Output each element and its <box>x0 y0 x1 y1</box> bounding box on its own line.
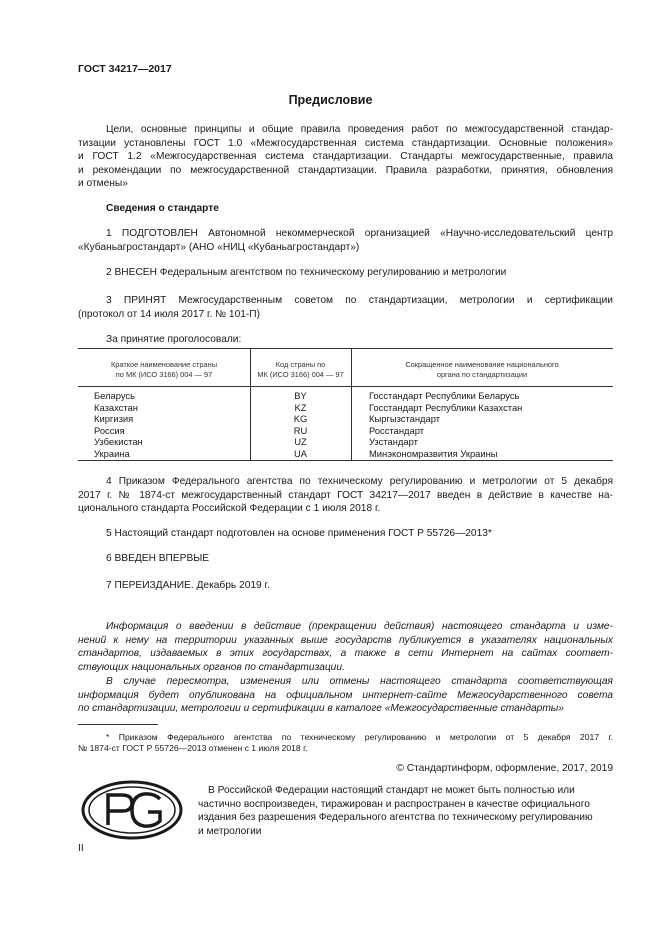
text-line: тизации установлены ГОСТ 1.0 «Межгосударственная система стандартизации. Основные положения» <box>78 137 613 149</box>
table-cell: UZ <box>294 436 307 448</box>
table-cell: Россия <box>94 424 125 436</box>
table-column-bodies <box>369 390 522 460</box>
text-line: Информация о введении в действие (прекращении действия) настоящего стандарта и изме- <box>106 621 613 632</box>
text-line: и ГОСТ 1.2 «Межгосударственная система стандартизации. Стандарты межгосударственные, правила <box>78 151 613 162</box>
table-header-body: Сокращенное наименование национального органа по стандартизации <box>405 360 559 379</box>
table-cell: Беларусь <box>94 390 136 401</box>
footnote-rule <box>78 724 158 725</box>
table-bottom-rule <box>78 460 613 461</box>
info-paragraph-2 <box>78 675 613 716</box>
text-line: (протокол от 14 июля 2017 г. № 101-П) <box>78 308 261 320</box>
intro-paragraph <box>78 123 613 191</box>
item-1 <box>78 227 613 254</box>
table-cell: RU <box>293 424 308 436</box>
table-cell: Росстандарт <box>369 424 424 436</box>
text-line: В случае пересмотра, изменения или отмены настоящего стандарта соответствующая <box>106 676 613 687</box>
item-2: 2 ВНЕСЕН Федеральным агентством по техническому регулированию и метрологии <box>106 267 507 278</box>
table-cell: Киргизия <box>94 413 134 425</box>
table-cell: KG <box>293 413 308 425</box>
text-line: частично воспроизведен, тиражирован и распространен в качестве официального <box>198 798 590 810</box>
page-title: Предисловие <box>288 93 373 107</box>
text-line: ционального стандарта Российской Федерации с 1 июля 2018 г. <box>78 503 381 514</box>
item-4 <box>78 475 613 516</box>
text-line: 1 ПОДГОТОВЛЕН Автономной некоммерческой организацией «Научно-исследовательский центр <box>106 228 613 239</box>
table-column-countries <box>94 390 143 460</box>
text-line: издания без разрешения Федерального агентства по техническому регулированию <box>198 812 593 823</box>
text-line: 3 ПРИНЯТ Межгосударственным советом по стандартизации, метрологии и сертификации <box>106 295 613 306</box>
table-cell: Узстандарт <box>369 436 418 448</box>
text-line: * Приказом Федерального агентства по техническому регулированию и метрологии от 5 декабря 2017 г. <box>106 732 613 742</box>
table-cell: Кыргызстандарт <box>369 413 441 425</box>
text-line: нений к нему на территории указанных выше государств публикуется в указателях национальных <box>78 634 613 646</box>
table-cell: Госстандарт Республики Беларусь <box>369 390 520 401</box>
logo-text: РСТ <box>130 839 132 840</box>
table-cell: KZ <box>294 401 307 413</box>
table-cell: UA <box>293 447 308 459</box>
table-cell: Казахстан <box>94 401 138 413</box>
footnote <box>78 732 613 754</box>
text-line: 4 Приказом Федерального агентства по техническому регулированию и метрологии от 5 декабря <box>106 476 613 487</box>
table-header-code: Код страны по МК (ИСО 3166) 004 — 97 <box>257 360 344 379</box>
page-number: II <box>78 843 84 854</box>
text-line: № 1874-ст ГОСТ Р 55726—2013 отменен с 1 июля 2018 г. <box>78 743 308 753</box>
table-cell: Украина <box>94 447 130 459</box>
text-line: информация будет опубликована на официальном интернет-сайте Межгосударственного совета <box>78 689 613 701</box>
text-line: по стандартизации, метрологии и сертификации в каталоге «Межгосударственные стандарты» <box>78 703 564 714</box>
text-line: Цели, основные принципы и общие правила проведения работ по межгосударственной стандар- <box>106 124 613 135</box>
info-heading: Сведения о стандарте <box>106 203 219 214</box>
text-line: 2017 г. № 1874-ст межгосударственный стандарт ГОСТ 34217—2017 введен в действие в качестве на- <box>78 489 613 501</box>
gost-r-logo <box>80 779 184 841</box>
item-6: 6 ВВЕДЕН ВПЕРВЫЕ <box>106 553 210 564</box>
item-3 <box>78 294 613 321</box>
table-top-rule <box>78 348 613 349</box>
text-line: ствующих национальных органов по стандартизации. <box>78 661 345 673</box>
text-line: стандартов, издаваемых в этих государствах, а также в сети Интернет на сайтах соответ- <box>78 648 613 659</box>
text-line: и метрологии <box>198 825 262 837</box>
info-paragraph-1 <box>78 620 613 674</box>
table-column-codes <box>250 390 351 460</box>
table-cell: BY <box>294 390 307 401</box>
table-cell: Госстандарт Республики Казахстан <box>369 401 523 413</box>
standard-code: ГОСТ 34217—2017 <box>78 63 172 75</box>
text-line: и рекомендации по межгосударственной стандартизации. Правила разработки, принятия, обновления <box>78 164 613 176</box>
voted-label: За принятие проголосовали: <box>106 334 242 345</box>
voting-table <box>78 348 613 460</box>
item-7: 7 ПЕРЕИЗДАНИЕ. Декабрь 2019 г. <box>106 580 270 591</box>
copyright: © Стандартинформ, оформление, 2017, 2019 <box>396 763 613 774</box>
table-header-country: Краткое наименование страны по МК (ИСО 3166) 004 — 97 <box>110 360 218 379</box>
table-cell: Минэкономразвития Украины <box>369 447 498 459</box>
text-line: В Российской Федерации настоящий стандарт не может быть полностью или <box>208 785 575 796</box>
text-line: «Кубаньагростандарт» (АНО «НИЦ «Кубаньагростандарт») <box>78 241 360 253</box>
table-header-rule <box>78 386 613 387</box>
item-5: 5 Настоящий стандарт подготовлен на основе применения ГОСТ Р 55726—2013* <box>106 528 492 539</box>
reproduction-notice <box>198 784 614 838</box>
table-cell: Узбекистан <box>94 436 143 448</box>
text-line: и отмены» <box>78 178 128 189</box>
